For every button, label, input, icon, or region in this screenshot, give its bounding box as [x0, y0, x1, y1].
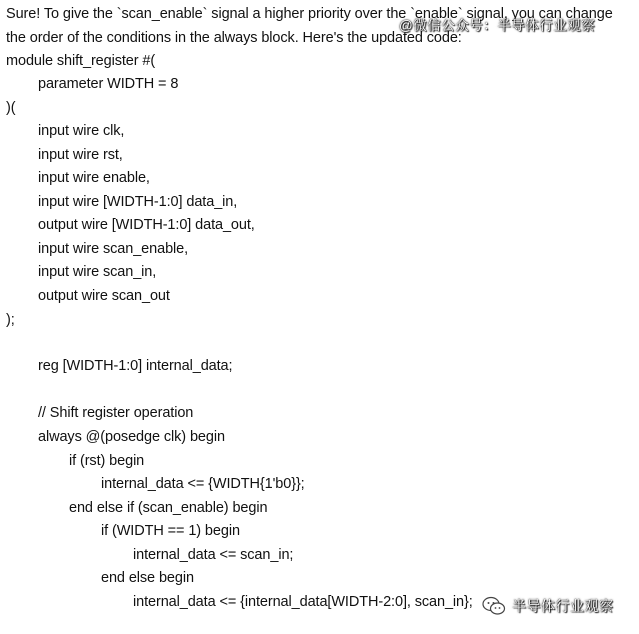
code-line: input wire clk, [38, 123, 125, 139]
code-line: input wire enable, [38, 170, 150, 186]
code-line: if (WIDTH == 1) begin [101, 523, 240, 539]
watermark-bottom-text: 半导体行业观察 [512, 598, 614, 614]
code-line: input wire [WIDTH-1:0] data_in, [38, 194, 238, 210]
code-line: end else begin [101, 570, 194, 586]
watermark-top: @微信公众号：半导体行业观察 [399, 18, 596, 33]
code-line: output wire [WIDTH-1:0] data_out, [38, 217, 255, 233]
code-line: )( [6, 100, 16, 116]
code-line: internal_data <= {internal_data[WIDTH-2:0], scan_in}; [133, 594, 473, 610]
code-line: input wire rst, [38, 147, 123, 163]
code-line: always @(posedge clk) begin [38, 429, 225, 445]
code-line: input wire scan_enable, [38, 241, 189, 257]
code-line: output wire scan_out [38, 288, 170, 304]
code-line: internal_data <= {WIDTH{1'b0}}; [101, 476, 305, 492]
code-line: reg [WIDTH-1:0] internal_data; [38, 358, 233, 374]
code-line: internal_data <= scan_in; [133, 547, 294, 563]
code-line: parameter WIDTH = 8 [38, 76, 179, 92]
code-line: end else if (scan_enable) begin [69, 500, 268, 516]
intro-paragraph: Sure! To give the `scan_enable` signal a higher priority over the `enable` signal, you can change the order of the conditions in the always block. Here's the updated code: [6, 6, 613, 46]
wechat-icon [482, 596, 506, 616]
code-line: if (rst) begin [69, 453, 145, 469]
code-line: ); [6, 312, 15, 328]
code-comment: // Shift register operation [38, 405, 194, 421]
watermark-bottom [482, 594, 614, 618]
code-line: module shift_register #( [6, 53, 156, 69]
code-line: input wire scan_in, [38, 264, 157, 280]
